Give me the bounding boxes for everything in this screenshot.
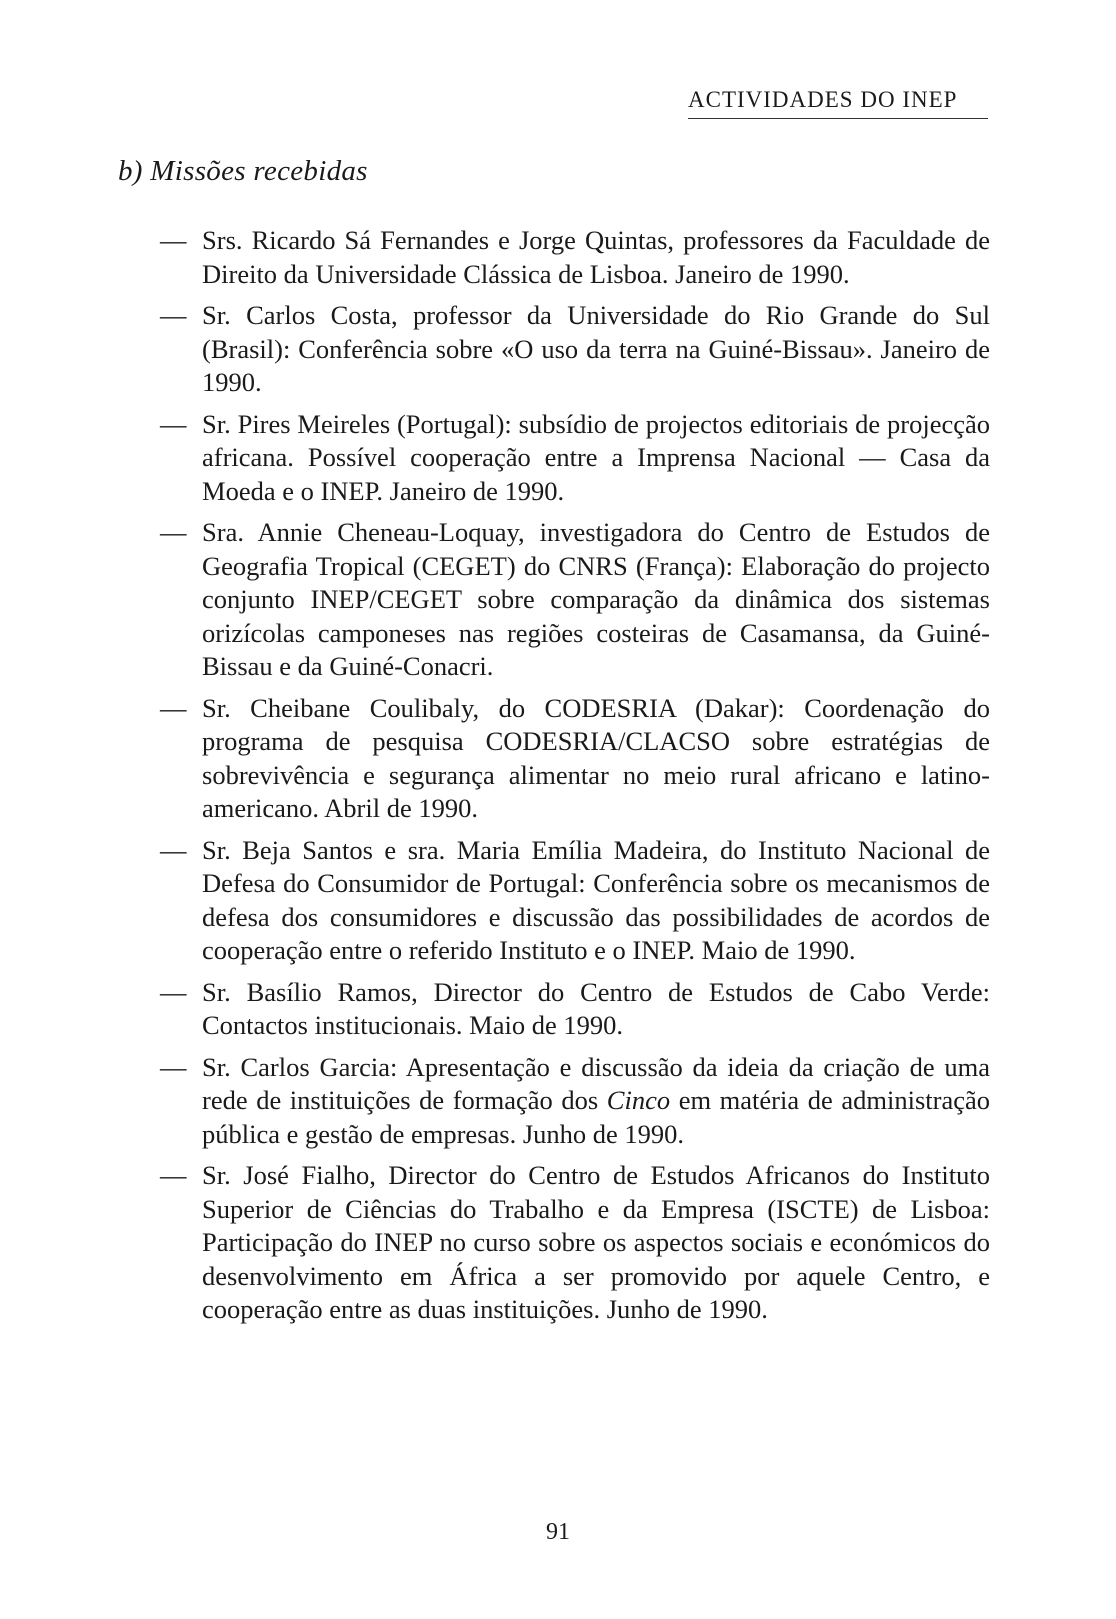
entry-text: Sr. Basílio Ramos, Director do Centro de Estudos de Cabo Verde: Contactos institucionais. Maio de 1990. (202, 976, 990, 1040)
entry-text: Srs. Ricardo Sá Fernandes e Jorge Quintas, professores da Faculdade de Direito da Universidade Clássica de Lisboa. Janeiro de 1990. (202, 225, 990, 289)
list-item (160, 976, 990, 1043)
entry-dash: — (160, 1160, 187, 1190)
list-item (160, 224, 990, 291)
entry-dash: — (160, 976, 187, 1007)
entry-dash: — (160, 834, 187, 865)
entry-text-italic: Cinco (606, 1085, 671, 1115)
header-rule (688, 118, 988, 119)
missions-list (160, 224, 990, 1335)
entry-text-after: em matéria de administração pública e gestão de empresas. Junho de 1990. (202, 1085, 990, 1149)
entry-dash: — (160, 517, 187, 547)
page-number: 91 (546, 1519, 570, 1545)
entry-text: Sr. Carlos Costa, professor da Universidade do Rio Grande do Sul (Brasil): Conferência sobre «O uso da terra na Guiné-Bissau». Janeiro de 1990. (202, 300, 990, 397)
list-item (160, 1159, 990, 1327)
list-item (160, 516, 990, 684)
entry-dash: — (160, 300, 187, 330)
entry-text: Sr. Pires Meireles (Portugal): subsídio de projectos editoriais de projecção africana. Possível cooperação entre a Imprensa Nacional — Casa da Moeda e o INEP. Janeiro de 1990. (202, 408, 990, 506)
entry-dash: — (160, 408, 187, 439)
section-heading: b) Missões recebidas (118, 155, 368, 187)
entry-text-before: Sr. Carlos Garcia: Apresentação e discussão da ideia da criação de uma rede de instituições de formação dos (202, 1051, 990, 1115)
running-header: ACTIVIDADES DO INEP (688, 87, 958, 112)
entry-text: Sr. Cheibane Coulibaly, do CODESRIA (Dakar): Coordenação do programa de pesquisa CODESRIA/CLACSO sobre estratégias de sobrevivência e segurança alimentar no meio rural africano e latino-americano. Abril de 1990. (202, 692, 990, 823)
list-item (160, 408, 990, 509)
list-item (160, 299, 990, 400)
list-item (160, 692, 990, 826)
entry-dash: — (160, 1051, 187, 1082)
entry-text: Sr. Beja Santos e sra. Maria Emília Madeira, do Instituto Nacional de Defesa do Consumidor de Portugal: Conferência sobre os mecanismos de defesa dos consumidores e discussão das possibilidades de acordos de cooperação entre o referido Instituto e o INEP. Maio de 1990. (202, 834, 990, 965)
list-item (160, 834, 990, 968)
entry-text: Sr. José Fialho, Director do Centro de Estudos Africanos do Instituto Superior de Ciências do Trabalho e da Empresa (ISCTE) de Lisboa: Participação do INEP no curso sobre os aspectos sociais e económicos do desenvolvimento em África a ser promovido por aquele Centro, e cooperação entre as duas instituições. Junho de 1990. (202, 1160, 990, 1324)
entry-text (202, 1052, 990, 1149)
entry-dash: — (160, 692, 187, 723)
list-item (160, 1051, 990, 1152)
entry-text: Sra. Annie Cheneau-Loquay, investigadora do Centro de Estudos de Geografia Tropical (CEGET) do CNRS (França): Elaboração do projecto conjunto INEP/CEGET sobre comparação da dinâmica dos sistemas orizícolas camponeses nas regiões costeiras de Casamansa, da Guiné-Bissau e da Guiné-Conacri. (202, 517, 990, 681)
entry-dash: — (160, 225, 187, 255)
